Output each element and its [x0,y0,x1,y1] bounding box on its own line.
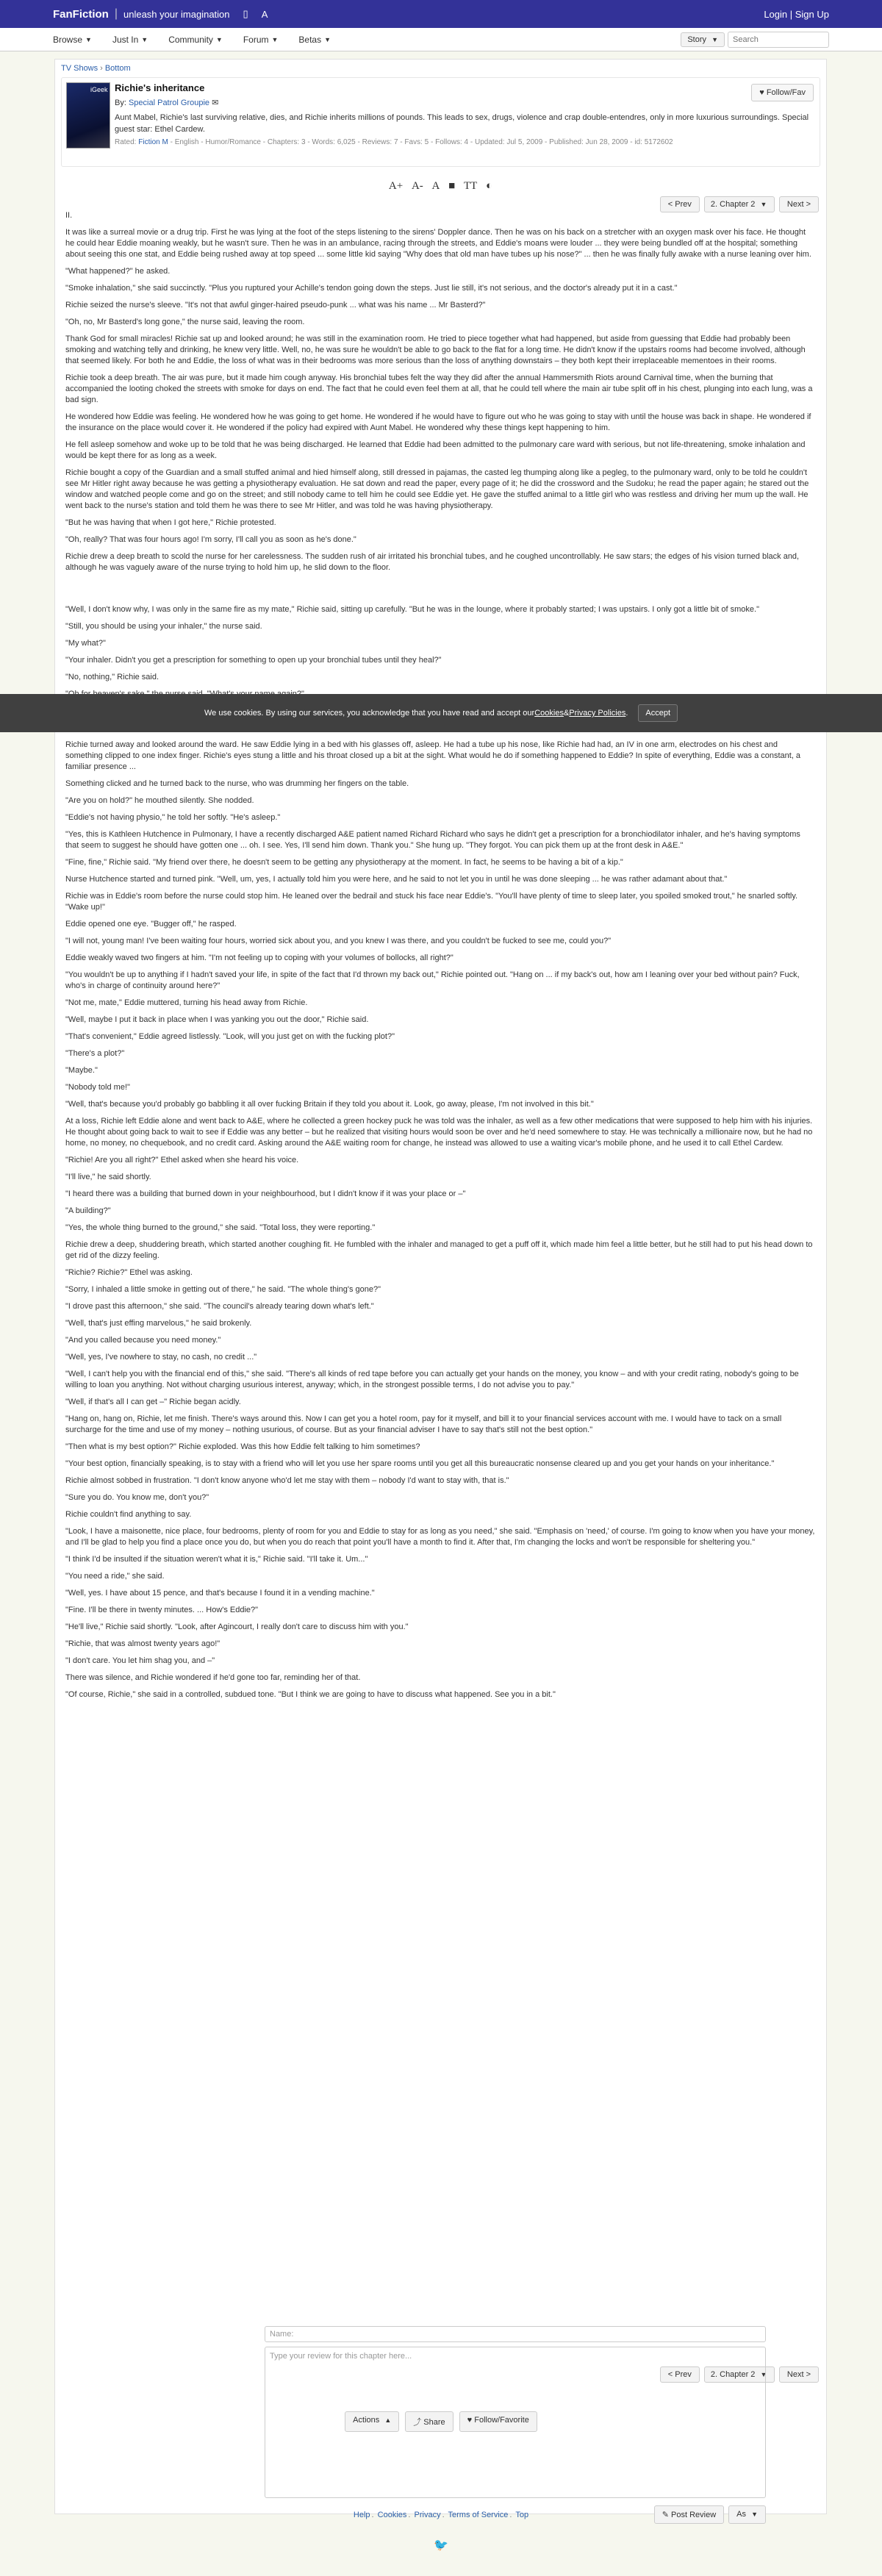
caret-down-icon: ▼ [760,2371,767,2378]
message-icon[interactable]: ✉ [212,99,219,107]
story-paragraph: "There's a plot?" [65,1049,125,1058]
story-paragraph: Richie almost sobbed in frustration. "I don't know anyone who'd let me stay with them – nobody I'd want to stay with, that is." [65,1476,509,1485]
story-paragraph: "Your best option, financially speaking, is to stay with a friend who will let you use her spare rooms until you get all this bureaucratic nonsense cleared up and you get your hands on your inheritance." [65,1459,775,1468]
story-paragraph: "Well, if that's all I can get –" Richie began acidly. [65,1398,241,1406]
cookie-amp: & [563,709,570,718]
story-paragraph: "Not me, mate," Eddie muttered, turning his head away from Richie. [65,998,308,1007]
action-bar [0,2411,882,2432]
story-paragraph: "I think I'd be insulted if the situation weren't what it is," Richie said. "I'll take it. Um..." [65,1555,368,1564]
caret-down-icon: ▼ [141,35,148,43]
font-icon[interactable]: A [261,8,268,20]
footer-help[interactable]: Help [353,2511,370,2519]
footer-cookies[interactable]: Cookies [377,2511,407,2519]
cover-label: iGeek [90,86,108,93]
story-paragraph: "No, nothing," Richie said. [65,673,159,681]
story-paragraph: "Well, maybe I put it back in place when I was yanking you out the door," Richie said. [65,1015,369,1024]
chapter-select[interactable]: 2. Chapter 2 ▼ [704,2366,775,2383]
caret-up-icon: ▲ [384,2416,392,2424]
story-paragraph: It was like a surreal movie or a drug trip. First he was lying at the foot of the steps listening to the sirens' Doppler dance. Then he was on his back on a stretcher with an oxygen mask over his face. He thought he could hear Eddie moaning weakly, but he wasn't sure. Then he was in an ambulance, racing through the streets, and Eddie's moans were louder ... they were being bundled off at the hospital; something about seeing this one stat, and Eddie being rushed away at top speed ... some little kid saying "Why does that old man have tubes up his nose?" ... then he was finally fully awake with a nurse leaning over him. [65,228,811,259]
accept-cookies-button[interactable]: Accept [638,704,678,722]
story-meta [115,137,814,148]
byline [115,98,814,107]
story-paragraph: "That's convenient," Eddie agreed listlessly. "Look, will you just get on with the fucking plot?" [65,1032,395,1041]
search-type-select[interactable]: Story ▼ [681,32,725,47]
rating-link[interactable]: Fiction M [138,138,168,146]
heart-icon: ♥ [467,2416,473,2425]
story-title: Richie's inheritance [115,82,205,93]
caret-down-icon: ▼ [751,2511,758,2518]
privacy-link[interactable]: Privacy Policies [569,709,626,718]
story-paragraph: "Hang on, hang on, Richie, let me finish. There's ways around this. Now I can get you a hotel room, pay for it myself, and bill it to your financial services account with me. I would have to tack on a small surcharge for the time and use of my money – nothing usurious, of course. But as your financial adviser I have to say that's still not the best option." [65,1414,782,1434]
cookies-link[interactable]: Cookies [534,709,564,718]
story-paragraph: "I will not, young man! I've been waiting four hours, worried sick about you, and you knew I was there, and you couldn't be fucked to see me, could you?" [65,937,612,945]
chapter-select[interactable]: 2. Chapter 2 ▼ [704,196,775,212]
story-paragraph: "What happened?" he asked. [65,267,171,276]
story-paragraph: "Smoke inhalation," she said succinctly. "Plus you ruptured your Achille's tendon going down the steps. Just lie still, it's not serious, and the doctor's already put it in a cast." [65,284,678,293]
actions-button[interactable]: Actions ▲ [345,2411,399,2432]
heart-icon: ♥ [759,88,764,97]
story-paragraph: "Richie? Richie?" Ethel was asking. [65,1268,193,1277]
review-textarea[interactable]: Type your review for this chapter here... [265,2347,766,2498]
story-paragraph: "Yes, the whole thing burned to the ground," she said. "Total loss, they were reporting." [65,1223,376,1232]
caret-down-icon: ▼ [215,35,223,43]
divider: . [371,2511,374,2519]
next-chapter-button[interactable]: Next > [779,2366,819,2383]
story-header [61,77,820,167]
story-paragraph: "You wouldn't be up to anything if I hadn't saved your life, in spite of the fact that I'd thrown my back out," Richie pointed out. "Hang on ... if my back's out, how am I leaning over your bed without pain? Fuck, who's in charge of continuity around here?" [65,970,800,990]
footer-terms[interactable]: Terms of Service [448,2511,509,2519]
caret-down-icon: ▼ [760,201,767,208]
meta-details: - English - Humor/Romance - Chapters: 3 - Words: 6,025 - Reviews: 7 - Favs: 5 - Follows: 4 - Updated: Jul 5, 2009 - Published: Jun 28, 2009 - id: 5172602 [168,138,673,146]
prev-chapter-button[interactable]: < Prev [660,196,700,212]
story-paragraph: Nurse Hutchence started and turned pink. "Well, um, yes, I actually told him you were here, and he said to not let you in until he was done sleeping ... he was rather adamant about that." [65,875,728,884]
nav-community[interactable]: Community ▼ [168,34,223,45]
contrast-toggle-icon[interactable]: ◐ [486,180,493,192]
story-summary: Aunt Mabel, Richie's last surviving relative, dies, and Richie inherits millions of pounds. This leads to sex, drugs, violence and crap double-entendres, only in more luxurious surroundings. Special guest star: Ethel Cardew. [115,113,809,134]
top-bar [0,0,882,28]
story-paragraph: "Richie! Are you all right?" Ethel asked when she heard his voice. [65,1156,299,1164]
story-paragraph: Eddie opened one eye. "Bugger off," he rasped. [65,920,237,929]
login-link[interactable]: Login [764,8,788,20]
story-paragraph: "Sure you do. You know me, don't you?" [65,1493,209,1502]
caret-down-icon: ▼ [85,35,92,43]
story-paragraph: "Fine. I'll be there in twenty minutes. ... How's Eddie?" [65,1606,259,1614]
site-logo[interactable]: FanFiction [53,7,109,21]
site-tagline: unleash your imagination [123,8,230,20]
story-paragraph: "But he was having that when I got here," Richie protested. [65,518,276,527]
story-paragraph: "Maybe." [65,1066,98,1075]
story-paragraph: Something clicked and he turned back to the nurse, who was drumming her fingers on the table. [65,779,409,788]
story-paragraph: "Oh, no, Mr Basterd's long gone," the nurse said, leaving the room. [65,318,305,326]
story-paragraph: "He'll live," Richie said shortly. "Look, after Agincourt, I really don't care to discuss him with you." [65,1622,409,1631]
story-paragraph: "Richie, that was almost twenty years ago!" [65,1639,220,1648]
review-name-input[interactable]: Name: [265,2326,766,2342]
font-decrease-icon[interactable]: A- [411,180,423,192]
story-paragraph: Richie drew a deep breath to scold the nurse for her carelessness. The sudden rush of air irritated his bronchial tubes, and he coughed uncontrollably. He saw stars; the edges of his vision turned black and, although he was vaguely aware of the nurse trying to hold him up, he slid down to the floor. [65,552,800,572]
divider: . [408,2511,411,2519]
nav-just-in[interactable]: Just In ▼ [112,34,148,45]
story-paragraph: "Oh, really? That was four hours ago! I'm sorry, I'll call you as soon as he's done." [65,535,356,544]
share-button[interactable]: ⤴ Share [405,2411,453,2432]
story-paragraph: "Well, yes. I have about 15 pence, and that's because I found it in a vending machine." [65,1589,375,1598]
story-paragraph: "Fine, fine," Richie said. "My friend over there, he doesn't seem to be getting any physiotherapy at the moment. In fact, he seems to be having a bit of a kip." [65,858,623,867]
story-paragraph: "Then what is my best option?" Richie exploded. Was this how Eddie felt talking to him sometimes? [65,1442,420,1451]
font-reset-icon[interactable]: A [431,180,440,192]
story-paragraph: There was silence, and Richie wondered if he'd gone too far, reminding her of that. [65,1673,361,1682]
story-paragraph: He fell asleep somehow and woke up to be told that he was being discharged. He learned that Eddie had been admitted to the pulmonary care ward with serious, but not life-threatening, smoke inhalation and would be kept there for as long as a week. [65,440,806,460]
search-area [681,32,829,48]
footer-links [0,2511,882,2519]
story-paragraph: "I'll live," he said shortly. [65,1173,151,1181]
story-paragraph: "You need a ride," she said. [65,1572,165,1581]
edit-icon: ✎ [662,2511,669,2519]
caret-down-icon: ▼ [324,35,331,43]
search-input[interactable] [728,32,829,48]
main-nav [0,28,882,51]
story-paragraph: "My what?" [65,639,106,648]
story-paragraph: "And you called because you need money." [65,1336,221,1345]
story-paragraph: "Well, I don't know why, I was only in the same fire as my mate," Richie said, sitting up carefully. "But he was in the lounge, where it probably started; I was upstairs. I only got a little bit of smoke." [65,605,759,614]
rated-label: Rated: [115,138,137,146]
story-paragraph: Richie bought a copy of the Guardian and a small stuffed animal and hied himself along, still dressed in pajamas, the casted leg thumping along like a pegleg, to the pulmonary ward, only to be told he couldn't see Mr Hitler right away because he was getting a physiotherapy evaluation. He sat down and read the paper, every page of it; he did the crossword and the Sudoku; he read the paper again; he stared out the window and watched people come and go on the street; and still nobody came to tell him he could see Eddie yet. He gave the stuffed animal to a little girl who was restless and driving her mum up the wall. He went back to the nurse's station and told them he was there to see Mr Hitler, and was told he was having physiotherapy. [65,468,809,510]
next-chapter-button[interactable]: Next > [779,196,819,212]
author-link[interactable]: Special Patrol Groupie [128,99,210,107]
story-paragraph: Richie couldn't find anything to say. [65,1510,192,1519]
story-paragraph: Richie turned away and looked around the ward. He saw Eddie lying in a bed with his glasses off, asleep. He had a tube up his nose, like Richie had had, an IV in one arm, electrodes on his chest and something clipped to one index finger. Richie's eyes stung a little and his throat closed up a bit at the sight. What would he do if something happened to Eddie? In spite of everything, Eddie was a constant, a familiar presence ... [65,740,801,771]
story-paragraph: He wondered how Eddie was feeling. He wondered how he was going to get home. He wondered if he would have to figure out who he was going to stay with until the house was back in shape. He wondered if the insurance on the place would cover it. He wondered if the policy had expired with Aunt Mabel. He wondered why these things kept happening to him. [65,412,811,432]
account-links: Login | Sign Up [764,8,829,20]
nav-browse[interactable]: Browse ▼ [53,34,92,45]
chapter-number: II. [65,211,73,220]
main-content [54,59,827,2514]
font-increase-icon[interactable]: A+ [388,180,404,192]
story-paragraph: "Eddie's not having physio," he told her softly. "He's asleep." [65,813,281,822]
share-icon: ⤴ [413,2418,422,2427]
story-paragraph: "Your inhaler. Didn't you get a prescription for something to open up your bronchial tubes until they heal?" [65,656,442,665]
story-paragraph: "Well, that's just effing marvelous," he said brokenly. [65,1319,252,1328]
review-as-select[interactable]: As ▼ [728,2505,766,2524]
story-paragraph: "Nobody told me!" [65,1083,130,1092]
spacing-toggle-icon[interactable]: TT [463,180,478,192]
post-review-button[interactable]: ✎ Post Review [654,2505,724,2524]
cookie-text: We use cookies. By using our services, you acknowledge that you have read and accept our [204,709,535,718]
follow-fav-button[interactable]: ♥ Follow/Fav [751,84,814,101]
nav-forum[interactable]: Forum ▼ [243,34,279,45]
cookie-banner [0,694,882,732]
story-paragraph: At a loss, Richie left Eddie alone and went back to A&E, where he collected a green hockey puck he was told was the inhaler, as well as a few other medications that were supposed to help him with his injuries. He thought about going back to wait to see if Eddie was any better – but he realized that visiting hours would soon be over and he'd need somewhere to stay. He was technically a millionaire now, but he had no home, no money, no chequebook, and no credit card. Asking around the A&E waiting room for change, he instead was allowed to use a waiting vicar's mobile phone, and he used it to call Ethel Cardew. [65,1117,813,1148]
prev-chapter-button[interactable]: < Prev [660,2366,700,2383]
story-cover-image[interactable] [66,82,110,149]
breadcrumb-bottom[interactable]: Bottom [104,64,131,73]
cookie-period: . [625,709,628,718]
divider: . [442,2511,445,2519]
mobile-icon[interactable]: ▯ [243,8,248,19]
story-paragraph: Richie drew a deep, shuddering breath, which started another coughing fit. He fumbled with the inhaler and managed to get a puff off it, which made him feel a little better, but he still had to put his head down to get rid of the dizzy feeling. [65,1240,813,1260]
chapter-nav-top [660,196,819,212]
by-label: By: [115,99,126,107]
story-paragraph: "Well, I can't help you with the financial end of this," she said. "There's all kinds of red tape before you can actually get your hands on the money, you know – and with your credit rating, nobody's going to be willing to loan you anything. Not without charging usurious interest, anyway; which, in the strongest possible terms, I do not advise you to pay." [65,1370,799,1389]
story-paragraph: "Still, you should be using your inhaler," the nurse said. [65,622,262,631]
story-paragraph: "I drove past this afternoon," she said. "The council's already tearing down what's left." [65,1302,374,1311]
story-paragraph: Richie seized the nurse's sleeve. "It's not that awful ginger-haired pseudo-punk ... what was his name ... Mr Basterd?" [65,301,486,310]
breadcrumb-separator: › [100,64,103,73]
caret-down-icon: ▼ [711,35,718,43]
story-paragraph: "I heard there was a building that burned down in your neighbourhood, but I didn't know if it was your place or –" [65,1189,466,1198]
story-paragraph: Richie was in Eddie's room before the nurse could stop him. He leaned over the bedrail and stuck his face near Eddie's. "You'll have plenty of time to sleep later, you spoiled smoked trout," he snarled softly. "Wake up!" [65,892,798,912]
story-paragraph: "Yes, this is Kathleen Hutchence in Pulmonary, I have a recently discharged A&E patient named Richard Richard who says he didn't get a prescription for a bronchiodilator inhaler, and he's having symptoms that seem to suggest he should have gotten one ... oh. I see. Yes, I'll send him down. Thank you." She hung up. "They forgot. You can pick them up at the front desk in A&E." [65,830,800,850]
story-paragraph: "I don't care. You let him shag you, and –" [65,1656,215,1665]
story-paragraph: "Look, I have a maisonette, nice place, four bedrooms, plenty of room for you and Eddie to stay for as long as you need," she said. "Emphasis on 'need,' of course. I'm going to know when you have your money, and I'll be glad to help you find a place once you do, but when you do reach that point you'll have a month to find it. After that, I'm changing the locks and won't be responsible for sheltering you." [65,1527,815,1547]
caret-down-icon: ▼ [271,35,279,43]
story-paragraph: "Well, that's because you'd probably go babbling it all over fucking Britain if they told you about it. Look, go away, please, I'm not involved in this bit." [65,1100,594,1109]
story-paragraph: "Well, yes, I've nowhere to stay, no cash, no credit ..." [65,1353,257,1362]
story-paragraph: "A building?" [65,1206,111,1215]
width-toggle-icon[interactable]: ■ [448,180,456,192]
signup-link[interactable]: Sign Up [795,8,829,20]
footer-top[interactable]: Top [515,2511,529,2519]
story-paragraph: "Of course, Richie," she said in a controlled, subdued tone. "But I think we are going to have to discuss what happened. See you in a bit." [65,1690,556,1699]
divider: | [114,7,118,20]
story-paragraph: Eddie weakly waved two fingers at him. "I'm not feeling up to coping with your volumes of bollocks, all right?" [65,954,453,962]
follow-favorite-button[interactable]: ♥ Follow/Favorite [459,2411,537,2432]
reading-tools [55,180,826,193]
breadcrumb [61,64,131,73]
story-paragraph: Richie took a deep breath. The air was pure, but it made him cough anyway. His bronchial tubes felt the way they did after the annual Hammersmith Riots around Carnival time, when the burning that accompanied the looting choked the streets with smoke for days on end. The fact that he could even feel them at all, that he could tell where the main air tube split off in his chest, plunging into each lung, was a bad sign. [65,373,813,404]
story-text [65,227,816,1706]
nav-betas[interactable]: Betas ▼ [298,34,331,45]
footer-privacy[interactable]: Privacy [414,2511,441,2519]
twitter-icon[interactable]: 🐦 [434,2539,448,2552]
story-paragraph: Thank God for small miracles! Richie sat up and looked around; he was still in the examination room. He tried to piece together what had happened, but aside from guessing that Eddie had probably been smoking and watching telly and drinking, he knew very little. Well, no, he was sure he wouldn't be able to go back to the flat for a long time. He didn't know if the upstairs rooms had become involved, although that seemed likely. For both he and Eddie, the loss of what was in their bedrooms was more serious than the loss of anything downstairs – they both kept their irreplaceable mementoes in their rooms. [65,334,806,365]
divider: . [509,2511,512,2519]
story-paragraph: "Sorry, I inhaled a little smoke in getting out of there," he said. "The whole thing's gone?" [65,1285,381,1294]
breadcrumb-tv-shows[interactable]: TV Shows [61,64,98,73]
story-paragraph: "Are you on hold?" he mouthed silently. She nodded. [65,796,254,805]
